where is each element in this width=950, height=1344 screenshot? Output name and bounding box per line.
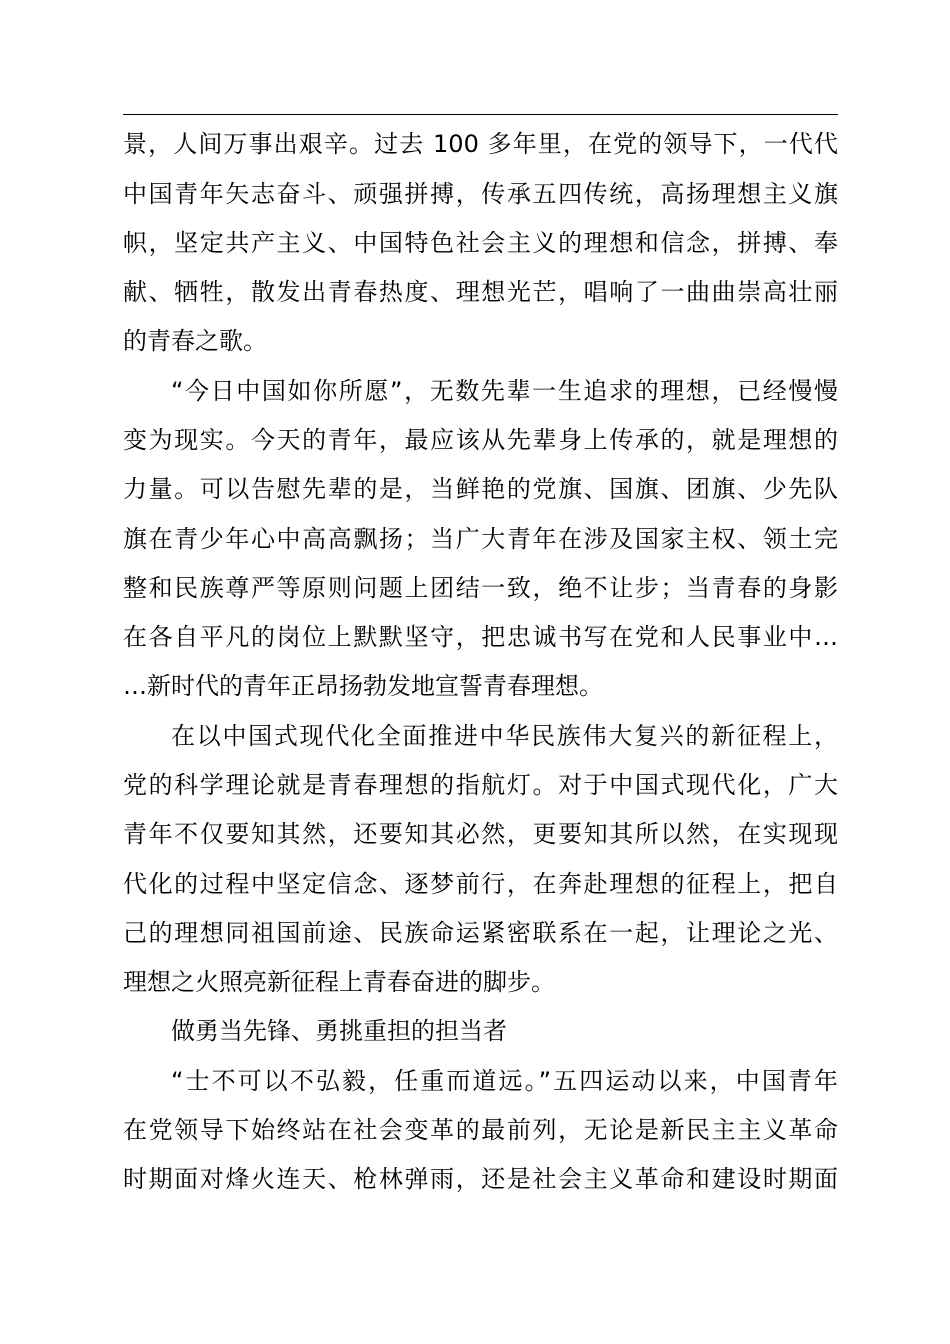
text-line-18: 理想之火照亮新征程上青春奋进的脚步。: [123, 968, 555, 996]
text-line-22: 时期面对烽火连天、枪林弹雨，还是社会主义革命和建设时期面: [123, 1165, 838, 1193]
text-line-17: 己的理想同祖国前途、民族命运紧密联系在一起，让理论之光、: [123, 919, 838, 947]
text-line-7: 变为现实。今天的青年，最应该从先辈身上传承的，就是理想的: [123, 426, 838, 454]
text-line-12: …新时代的青年正昂扬勃发地宣誓青春理想。: [123, 672, 603, 700]
text-line-14: 党的科学理论就是青春理想的指航灯。对于中国式现代化，广大: [123, 771, 838, 799]
text-line-15: 青年不仅要知其然，还要知其必然，更要知其所以然，在实现现: [123, 820, 838, 848]
text-line-9: 旗在青少年心中高高飘扬；当广大青年在涉及国家主权、领土完: [123, 525, 838, 553]
text-line-13: 在以中国式现代化全面推进中华民族伟大复兴的新征程上，: [171, 722, 838, 750]
text-line-21: 在党领导下始终站在社会变革的最前列，无论是新民主主义革命: [123, 1116, 838, 1144]
text-line-1: 景，人间万事出艰辛。过去 100 多年里，在党的领导下，一代代: [123, 130, 838, 158]
text-line-6: “今日中国如你所愿”，无数先辈一生追求的理想，已经慢慢: [171, 377, 838, 405]
text-line-8: 力量。可以告慰先辈的是，当鲜艳的党旗、国旗、团旗、少先队: [123, 475, 838, 503]
text-line-4: 献、牺牲，散发出青春热度、理想光芒，唱响了一曲曲崇高壮丽: [123, 278, 838, 306]
text-line-20: “士不可以不弘毅，任重而道远。”五四运动以来，中国青年: [171, 1067, 838, 1095]
section-heading: 做勇当先锋、勇挑重担的担当者: [171, 1017, 507, 1045]
text-line-2: 中国青年矢志奋斗、顽强拼搏，传承五四传统，高扬理想主义旗: [123, 180, 838, 208]
text-line-5: 的青春之歌。: [123, 327, 267, 355]
text-line-10: 整和民族尊严等原则问题上团结一致，绝不让步；当青春的身影: [123, 574, 838, 602]
header-rule: [123, 114, 838, 115]
text-line-16: 代化的过程中坚定信念、逐梦前行，在奔赴理想的征程上，把自: [123, 870, 838, 898]
text-line-3: 帜，坚定共产主义、中国特色社会主义的理想和信念，拼搏、奉: [123, 229, 838, 257]
text-line-11: 在各自平凡的岗位上默默坚守，把忠诚书写在党和人民事业中…: [123, 623, 838, 651]
